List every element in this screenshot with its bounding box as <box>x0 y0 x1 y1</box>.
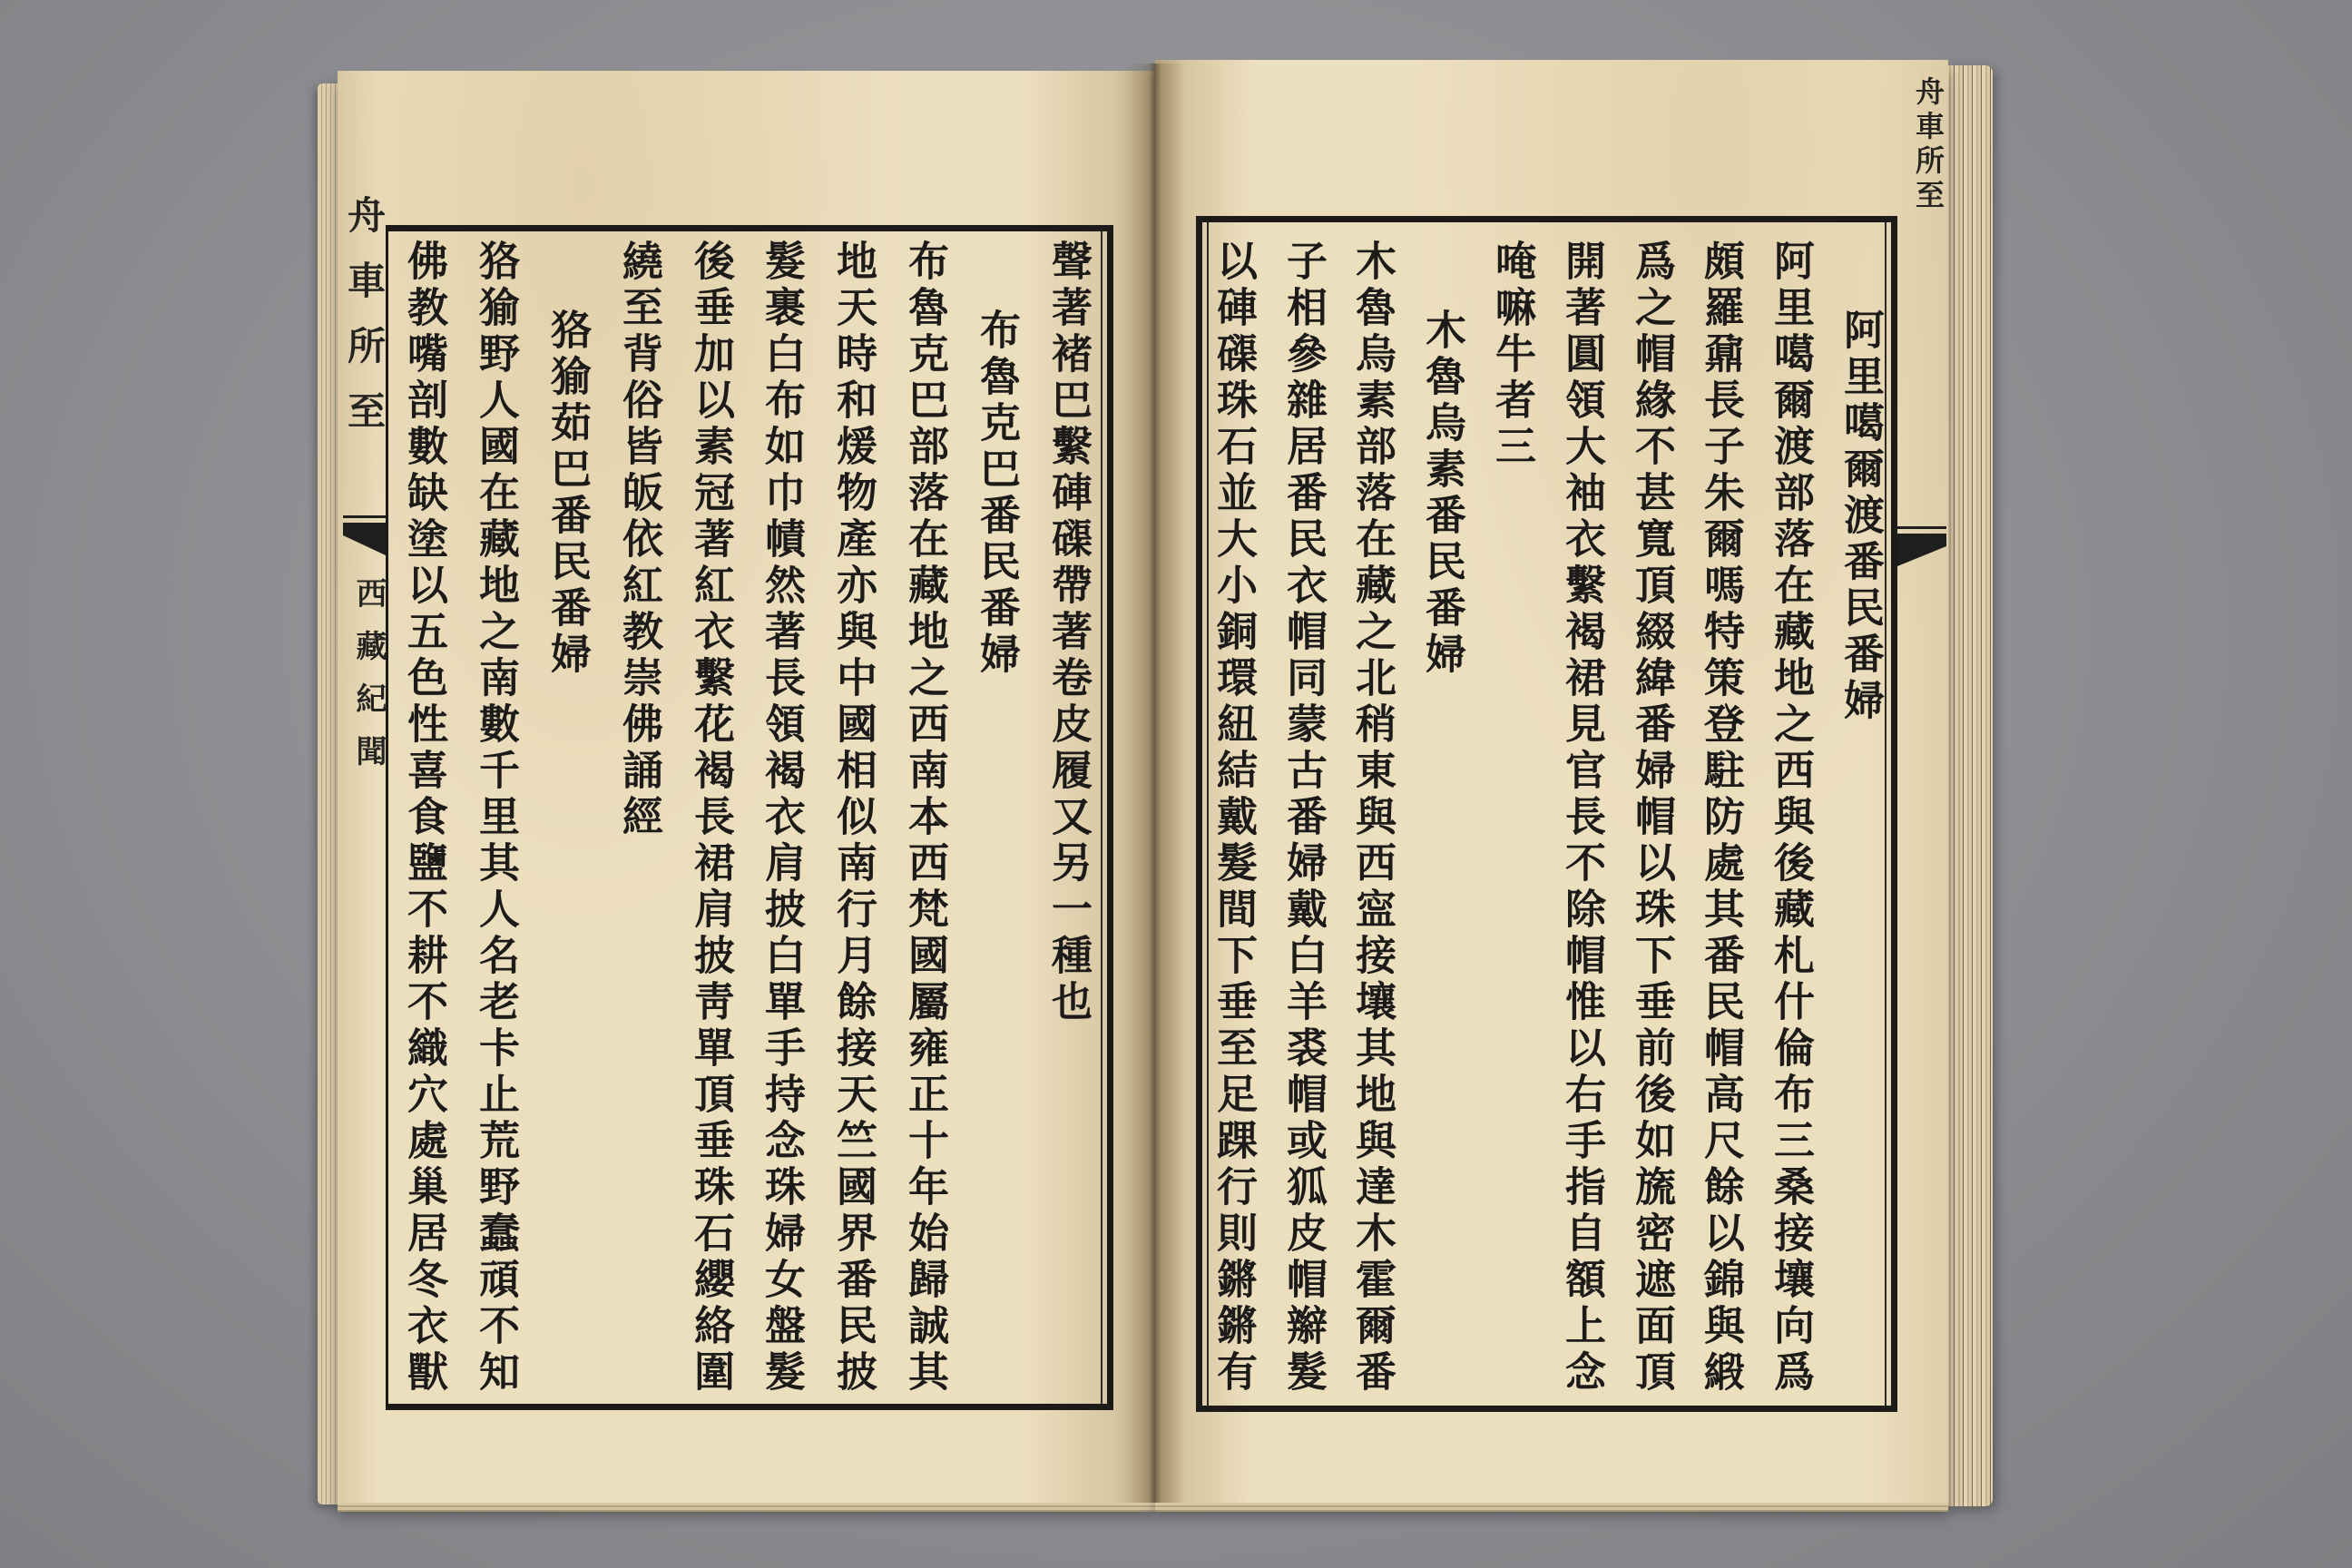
left-page-column-5: 髮裹白布如巾幘然著長領褐衣肩披白單手持念珠婦女盤髮 <box>758 240 806 1396</box>
right-page-column-2: 阿里噶爾渡部落在藏地之西與後藏札什倫布三桑接壤向爲 <box>1767 240 1815 1396</box>
left-page-column-6: 後垂加以素冠著紅衣繫花褐長裙肩披靑單頂垂珠石纓絡圍 <box>687 240 735 1396</box>
left-page-column-7: 繞至背俗皆皈依紅教崇佛誦經 <box>615 240 663 841</box>
right-page-column-10: 以硨磲珠石並大小銅環紐結戴髮間下垂至足踝行則鏘鏘有 <box>1210 240 1258 1396</box>
right-page-section-heading-2: 木魯烏素番民番婦 <box>1418 309 1466 679</box>
right-page-column-8: 木魯烏素部落在藏之北稍東與西寍接壤其地與達木霍爾番 <box>1348 240 1396 1396</box>
right-page-section-heading-1: 阿里噶爾渡番民番婦 <box>1837 309 1885 725</box>
left-page-section-heading-2: 狢㺄茹巴番民番婦 <box>544 309 592 679</box>
right-page-column-5: 開著圓領大袖衣繫褐裙見官長不除帽惟以右手指自額上念 <box>1558 240 1606 1396</box>
right-page-column-4: 爲之帽緣不甚寬頂綴緯番婦帽以珠下垂前後如旒密遮面頂 <box>1628 240 1676 1396</box>
right-page-column-3: 頗羅鼐長子朱爾嗎特策登駐防處其番民帽高尺餘以錦與緞 <box>1697 240 1745 1396</box>
right-page-column-9: 子相參雜居番民衣帽同蒙古番婦戴白羊裘帽或狐皮帽辮髮 <box>1279 240 1328 1396</box>
right-fish-tail-mark <box>1897 526 1946 572</box>
left-page-series-title: 舟車所至 <box>342 195 387 456</box>
left-page-column-9: 狢㺄野人國在藏地之南數千里其人名老卡止荒野蠢頑不知 <box>472 240 520 1396</box>
spine-gutter-shadow <box>1125 64 1185 1503</box>
left-page-work-title: 西藏紀聞 <box>350 577 387 788</box>
left-page-column-3: 布魯克巴部落在藏地之西南本西梵國屬雍正十年始歸誠其 <box>901 240 949 1396</box>
left-page-column-4: 地天時和煖物產亦與中國相似南行月餘接天竺國界番民披 <box>829 240 877 1396</box>
left-fish-tail-mark <box>343 515 386 561</box>
right-page-column-6: 唵嘛牛者三 <box>1488 240 1536 471</box>
left-page-column-1: 聲著褚巴繫硨磲帶著卷皮履又另一種也 <box>1044 240 1093 1026</box>
left-page-column-10: 佛教嘴剖數缺塗以五色性喜食鹽不耕不織穴處巢居冬衣獸 <box>400 240 448 1396</box>
right-page-series-title: 舟車所至 <box>1911 76 1945 214</box>
right-leaf-edges <box>1945 65 1993 1506</box>
left-page-section-heading-1: 布魯克巴番民番婦 <box>973 309 1021 679</box>
